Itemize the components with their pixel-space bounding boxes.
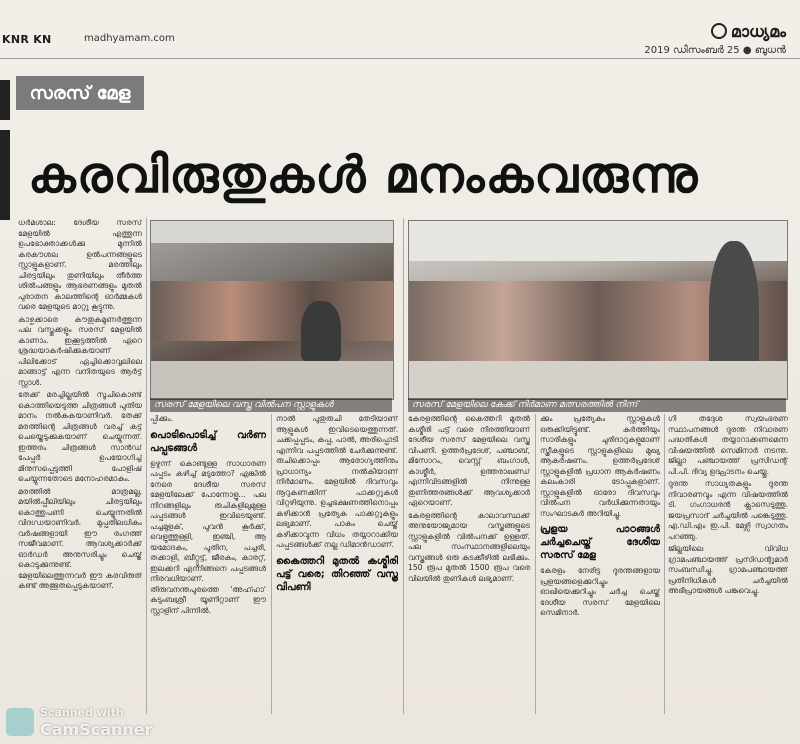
paragraph: കേരളം നേരിട്ട ദുരന്തങ്ങളായ പ്രളയങ്ങളെക്കുറിച്ചും ഓഖിയെക്കുറിച്ചും ചർച്ച ചെയ്ത് ദേശീയ സരസ് മേളയിലെ സെമിനാർ. [540, 566, 660, 617]
section-label: സരസ് മേള [16, 76, 144, 110]
paragraph: ധർമശാല: ദേശീയ സരസ് മേളയിൽ എത്തുന്ന ഉപഭോക്താക്കൾക്കു മുന്നിൽ കരകൗശല ഉൽപന്നങ്ങളുടെ സ്റ്റാളുകളാണ്. മരത്തിലും ചിരട്ടയിലും തുണിയിലും തീർത്ത ശിൽപങ്ങളും ആഭരണങ്ങളും മുതൽ പുരാതന കാലത്തിന്റെ ഓർമ്മകൾ വരെ മേളയുടെ മാറ്റു കൂട്ടുന്നു. [18, 218, 142, 311]
column-rule [664, 414, 665, 714]
camscanner-logo-icon [6, 708, 34, 736]
article-column-4 [408, 414, 530, 714]
article-column-3 [276, 414, 398, 714]
paragraph: ജില്ലയിലെ വിവിധ ഗ്രാമപഞ്ചായത്ത് പ്രസിഡന്റുമാർ സംബന്ധിച്ചു. ഗ്രാമപഞ്ചായത്ത് പ്രതിനിധികൾ ചർച്ചയിൽ അഭിപ്രായങ്ങൾ പങ്കുവെച്ചു. [668, 544, 788, 595]
edge-block [0, 80, 10, 120]
photo-ceiling [151, 221, 393, 243]
page-header [0, 0, 800, 56]
paragraph: നാൽ പുതുരുചി തേടിയാണ് ആളുകൾ ഇവിടെയെത്തുന്നത്. ചക്കപ്പപ്പടം, കപ്പ, പാൽ, അരിപ്പൊടി എന്നിവ പപ്പടത്തിൽ ചേർക്കുന്നുണ്ട്. രുചിക്കൊപ്പം ആരോഗ്യത്തിനും പ്രാധാന്യം നൽകിയാണ് നിർമാണം. മേളയിൽ ദിവസവും നൂറുകണക്കിന് പാക്കറ്റുകൾ വിറ്റഴിയുന്നു. ഉച്ചഭക്ഷണത്തിനൊപ്പം കഴിക്കാൻ പ്രത്യേക പാക്കറ്റുകളും ലഭ്യമാണ്. പാകം ചെയ്ത് കഴിക്കാവുന്ന വിധം തയ്യാറാക്കിയ പപ്പടങ്ങൾക്ക് നല്ല ഡിമാൻഡാണ്. [276, 414, 398, 549]
brand-logo-icon [711, 23, 727, 39]
subheading-flood: പ്രളയ പാഠങ്ങൾ ചർച്ചചെയ്ത് ദേശീയ സരസ് മേള [540, 524, 660, 561]
column-rule [271, 414, 272, 714]
paragraph: ക്കും പ്രത്യേകം സ്റ്റാളുകൾ ഒരുക്കിയിട്ടുണ്ട്. കുർത്തിയും സാരികളും ചുരിദാറുകളുമാണ് സ്ത്രീകളുടെ സ്റ്റാളുകളിലെ മുഖ്യ ആകർഷണം. ഉത്തർപ്രദേശ് സ്റ്റാളുകളിൽ പ്രധാന ആകർഷണം കലംകാരി ടോപ്പുകളാണ്. സ്റ്റാളുകളിൽ ഓരോ ദിവസവും വിൽപന വർധിക്കുന്നതായും സംഘാടകർ അറിയിച്ചു. [540, 414, 660, 518]
masthead-brand [711, 22, 786, 42]
paragraph: കേരളത്തിന്റെ കാലാവസ്ഥക്ക് അനുയോജ്യമായ വസ്ത്രങ്ങളുടെ സ്റ്റാളുകളിൽ വിൽപനക്ക് ഉള്ളത്. പല സംസ്ഥാനങ്ങളിലെയും വസ്ത്രങ്ങൾ ഒരു കുടക്കീഴിൽ ലഭിക്കും. 150 രൂപ മുതൽ 1500 രൂപ വരെ വിലയിൽ തുണികൾ ലഭ്യമാണ്. [408, 510, 530, 583]
photo-counter [151, 361, 393, 399]
issue-date: 2019 ഡിസംബർ 25 ● ബുധൻ [644, 45, 786, 56]
brand-name: മാധ്യമം [730, 22, 786, 41]
paragraph: ഉഴുന്ന് കൊണ്ടുള്ള സാധാരണ പപ്പടം കഴിച്ച് മടുത്തോ? എങ്കിൽ നേരെ ദേശീയ സരസ് മേളയിലേക്ക് പോന്നോളൂ... പല നിറങ്ങളിലും രുചികളിലുമുള്ള പപ്പടങ്ങൾ ഇവിടെയുണ്ട്. പച്ചമുളക്, പുവൻ കൂർക്ക്, വെളുത്തുള്ളി, ഇഞ്ചി, ആ യമോദകം, പുതിന, പച്ചരി, തക്കാളി, ബീറ്റ്റൂട്ട്, ജീരകം, കാരറ്റ്, ഇലക്കറി എന്നിങ്ങനെ പപ്പടങ്ങൾ നിരവധിയാണ്. തിരുവനന്തപുരത്തെ 'അഹ്ഹാ' കുടുംബശ്രീ യൂണിറ്റാണ് ഈ സ്റ്റാളിന് പിന്നിൽ. [150, 458, 266, 615]
column-rule [535, 414, 536, 714]
paragraph: തേക്ക് മരച്ചില്ലയിൽ സൂചികൊണ്ട് കൊത്തിയെടുത്ത ചിത്രങ്ങൾ പുതിയ മാനം നൽകുകയാണിവർ. തേക്ക് മരത്തിന്റെ ചിത്രങ്ങൾ വരച്ച് കട്ട് ചെയ്തെടുക്കുകയാണ് ചെയ്യുന്നത്. ഇത്തരം ചിത്രങ്ങൾ സാൻഡ് പേപ്പർ ഉപയോഗിച്ച് മിനുസപ്പെടുത്തി പോളിഷ് ചെയ്യുന്നതോടെ മനോഹരമാകും. [18, 390, 142, 483]
photo-person [301, 301, 341, 361]
article-column-6 [668, 414, 788, 714]
paragraph: പ്പിക്കും. [150, 414, 173, 423]
scanner-watermark [6, 704, 206, 740]
photo-caption-right: സരസ് മേളയിലെ കേക്ക് നിർമാണ മത്സരത്തിൽ നിന്ന് [408, 398, 786, 412]
paragraph: ദുരന്ത സാധ്യതകളും ദുരന്ത നിവാരണവും എന്ന വിഷയത്തിൽ ടി. ഗംഗാധരൻ ക്ലാസെടുത്തു. ജയപ്രസാദ് ചർച്ചയിൽ പങ്കെടുത്തു. എ.ഡി.എം ഇ.പി. മേഴ്സി സ്വാഗതം പറഞ്ഞു. [668, 479, 788, 541]
stall-photo [150, 220, 394, 400]
website-url: madhyamam.com [84, 33, 175, 44]
watermark-line-1: Scanned with [40, 706, 124, 719]
edition-code: KNR KN [2, 33, 52, 46]
header-divider [0, 58, 800, 59]
column-rule [403, 218, 404, 714]
article-column-1 [18, 218, 142, 718]
main-headline: കരവിരുതുകൾ മനംകവരുന്നു [28, 146, 699, 204]
paragraph: ഗി തദ്ദേശ സ്വയംഭരണ സ്ഥാപനങ്ങൾ ദുരന്ത നിവാരണ പദ്ധതികൾ തയ്യാറാക്കണമെന്ന വിഷയത്തിൽ സെമിനാർ നടന്നു. ജില്ലാ പഞ്ചായത്ത് പ്രസിഡന്റ് പി.പി. ദിവ്യ ഉദ്ഘാടനം ചെയ്തു. [668, 414, 788, 476]
paragraph: മരത്തിൽ മാത്രമല്ല, മയിൽപ്പീലിയിലും ചിരട്ടയിലും കൊത്തുപണി ചെയ്യുന്നതിൽ വിദഗ്ധയാണിവർ. മുപ്പതിലധികം വർഷങ്ങളായി ഈ രംഗത്ത് സജീവമാണ്. ആവശ്യക്കാർക്ക് ഓർഡർ അനുസരിച്ചും ചെയ്ത് കൊടുക്കുന്നുണ്ട്. മേളയിലെത്തുന്നവർ ഈ കരവിരുത് കണ്ട് അത്ഭുതപ്പെടുകയാണ്. [18, 486, 142, 590]
edge-block [0, 130, 10, 220]
article-column-2 [150, 414, 266, 714]
adjacent-column-edge [0, 70, 12, 710]
subheading-pappadam: പൊടിപൊടിച്ച് വർണ പപ്പടങ്ങൾ [150, 429, 266, 454]
photo-caption-left: സരസ് മേളയിലെ വസ്ത്ര വിൽപന സ്റ്റാളുകൾ [150, 398, 392, 412]
cake-contest-photo [408, 220, 788, 400]
column-rule [146, 218, 147, 714]
paragraph: കേരളത്തിന്റെ കൈത്തറി മുതൽ കശ്മീരി പട്ട് വരെ നിരത്തിയാണ് ദേശീയ സരസ് മേളയിലെ വസ്ത്ര വിപണി. ഉത്തർപ്രദേശ്, പഞ്ചാബ്, മിസോറം, വെസ്റ്റ് ബംഗാൾ, കാശ്മീർ, ഉത്തരാഖണ്ഡ് എന്നിവിടങ്ങളിൽ നിന്നുള്ള തുണിത്തരങ്ങൾക്ക് ആവശ്യക്കാർ ഏറെയാണ്. [408, 414, 530, 507]
watermark-line-2: CamScanner [40, 720, 153, 739]
photo-garments [151, 281, 393, 341]
subheading-textiles: കൈത്തറി മുതൽ കശ്മീരി പട്ട് വരെ; തിറഞ്ഞ് വസ്ത്ര വിപണി [276, 555, 398, 593]
article-column-5 [540, 414, 660, 714]
paragraph: കാഴ്ചക്കാരെ കൗതുകമുണർത്തുന്ന പല വസ്തുക്കളും സരസ് മേളയിൽ കാണാം. ഇക്കൂട്ടത്തിൽ ഏറെ ശ്രദ്ധയാകർഷിക്കുകയാണ് പിലിക്കോട് ഏച്ചിക്കൊവ്വലിലെ മാങ്ങാട്ട് എന്ന വനിതയുടെ ആർട്ട് സ്റ്റാൾ. [18, 314, 142, 387]
photo-tables [409, 361, 787, 399]
